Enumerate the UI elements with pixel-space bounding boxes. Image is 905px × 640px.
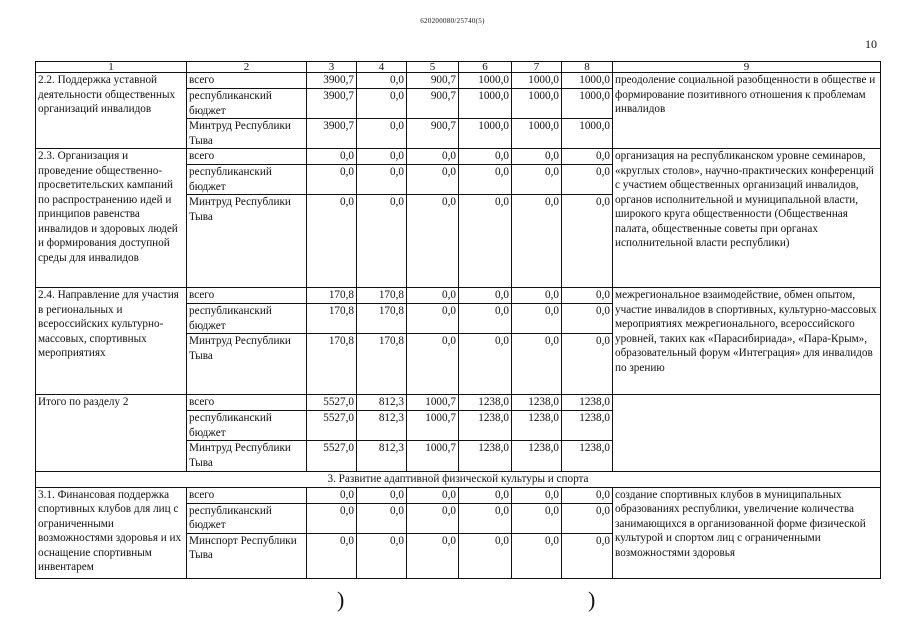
amount-cell: 1238,0 xyxy=(562,411,613,441)
funding-source: Минтруд Республики Тыва xyxy=(187,119,307,149)
amount-cell: 170,8 xyxy=(307,334,357,395)
amount-cell: 0,0 xyxy=(357,89,407,119)
amount-cell: 1238,0 xyxy=(512,441,562,472)
amount-cell: 900,7 xyxy=(407,73,459,89)
amount-cell: 0,0 xyxy=(407,487,459,503)
amount-cell: 0,0 xyxy=(512,149,562,165)
amount-cell: 5527,0 xyxy=(307,441,357,472)
amount-cell: 0,0 xyxy=(562,165,613,195)
activity-title: Итого по разделу 2 xyxy=(36,395,187,472)
amount-cell: 0,0 xyxy=(512,503,562,533)
amount-cell: 0,0 xyxy=(512,195,562,288)
amount-cell: 0,0 xyxy=(357,195,407,288)
table-row xyxy=(36,73,881,89)
funding-source: всего xyxy=(187,487,307,503)
amount-cell: 3900,7 xyxy=(307,89,357,119)
amount-cell: 0,0 xyxy=(512,334,562,395)
amount-cell: 0,0 xyxy=(307,533,357,578)
amount-cell: 1000,0 xyxy=(512,119,562,149)
amount-cell: 900,7 xyxy=(407,119,459,149)
amount-cell: 1000,7 xyxy=(407,441,459,472)
amount-cell: 1000,0 xyxy=(459,73,512,89)
funding-source: всего xyxy=(187,149,307,165)
amount-cell: 0,0 xyxy=(357,503,407,533)
funding-source: республиканский бюджет xyxy=(187,89,307,119)
amount-cell: 1238,0 xyxy=(562,441,613,472)
funding-source: Минтруд Республики Тыва xyxy=(187,441,307,472)
amount-cell: 0,0 xyxy=(307,487,357,503)
amount-cell: 0,0 xyxy=(357,149,407,165)
amount-cell: 1238,0 xyxy=(459,411,512,441)
expected-result: организация на республиканском уровне семинаров, «круглых столов», научно-практических конференций с участием общественных организаций инвалидов, органов исполнительной и муниципальной власти, широкого круга общественности (Общественная палата, общественные советы при органах исполнительной власти республики) xyxy=(613,149,881,288)
amount-cell: 0,0 xyxy=(307,503,357,533)
col-header-4: 4 xyxy=(357,62,407,73)
activity-title: 2.2. Поддержка уставной деятельности общественных организаций инвалидов xyxy=(36,73,187,149)
amount-cell: 0,0 xyxy=(562,533,613,578)
funding-source: республиканский бюджет xyxy=(187,165,307,195)
activity-title: 3.1. Финансовая поддержка спортивных клубов для лиц с ограниченными возможностями здоровья и их оснащение спортивным инвентарем xyxy=(36,487,187,578)
amount-cell: 0,0 xyxy=(459,288,512,304)
amount-cell: 170,8 xyxy=(357,334,407,395)
amount-cell: 1000,0 xyxy=(562,73,613,89)
signature-mark: ) xyxy=(588,587,596,612)
funding-source: республиканский бюджет xyxy=(187,503,307,533)
col-header-5: 5 xyxy=(407,62,459,73)
amount-cell: 0,0 xyxy=(357,73,407,89)
amount-cell: 0,0 xyxy=(562,149,613,165)
amount-cell: 0,0 xyxy=(562,334,613,395)
amount-cell: 0,0 xyxy=(307,149,357,165)
amount-cell: 0,0 xyxy=(562,304,613,334)
funding-source: Минспорт Республики Тыва xyxy=(187,533,307,578)
amount-cell: 1238,0 xyxy=(512,411,562,441)
table-row xyxy=(36,288,881,304)
amount-cell: 0,0 xyxy=(357,487,407,503)
col-header-1: 1 xyxy=(36,62,187,73)
amount-cell: 1000,0 xyxy=(459,119,512,149)
amount-cell: 0,0 xyxy=(459,503,512,533)
amount-cell: 0,0 xyxy=(512,487,562,503)
expected-result: преодоление социальной разобщенности в обществе и формирование позитивного отношения к проблемам инвалидов xyxy=(613,73,881,149)
expected-result: межрегиональное взаимодействие, обмен опытом, участие инвалидов в спортивных, культурно-массовых мероприятиях межрегионального, всероссийского уровней, таких как «Парасибириада», «Пара-Крым», образовательный форум «Интеграция» для инвалидов по зрению xyxy=(613,288,881,395)
document-id: 620200080/25740(5) xyxy=(420,17,485,25)
signature-mark: ) xyxy=(337,587,345,612)
col-header-2: 2 xyxy=(187,62,307,73)
amount-cell: 0,0 xyxy=(459,165,512,195)
amount-cell: 0,0 xyxy=(562,288,613,304)
col-header-9: 9 xyxy=(613,62,881,73)
section-3-row xyxy=(36,472,881,488)
page-number: 10 xyxy=(865,37,877,51)
amount-cell: 0,0 xyxy=(562,503,613,533)
funding-source: Минтруд Республики Тыва xyxy=(187,195,307,288)
amount-cell: 1238,0 xyxy=(459,441,512,472)
amount-cell: 0,0 xyxy=(357,119,407,149)
amount-cell: 170,8 xyxy=(307,304,357,334)
expected-result xyxy=(613,395,881,472)
funding-source: республиканский бюджет xyxy=(187,411,307,441)
amount-cell: 5527,0 xyxy=(307,395,357,411)
amount-cell: 812,3 xyxy=(357,395,407,411)
amount-cell: 5527,0 xyxy=(307,411,357,441)
amount-cell: 0,0 xyxy=(357,165,407,195)
amount-cell: 0,0 xyxy=(512,165,562,195)
amount-cell: 3900,7 xyxy=(307,119,357,149)
amount-cell: 0,0 xyxy=(407,334,459,395)
amount-cell: 0,0 xyxy=(407,165,459,195)
activity-title: 2.4. Направление для участия в региональных и всероссийских культурно-массовых, спортивных мероприятиях xyxy=(36,288,187,395)
table-row xyxy=(36,395,881,411)
amount-cell: 1000,0 xyxy=(512,89,562,119)
amount-cell: 0,0 xyxy=(459,334,512,395)
col-header-3: 3 xyxy=(307,62,357,73)
amount-cell: 0,0 xyxy=(512,533,562,578)
amount-cell: 1000,0 xyxy=(512,73,562,89)
funding-source: республиканский бюджет xyxy=(187,304,307,334)
amount-cell: 1238,0 xyxy=(459,395,512,411)
amount-cell: 0,0 xyxy=(562,195,613,288)
amount-cell: 0,0 xyxy=(407,195,459,288)
amount-cell: 1238,0 xyxy=(562,395,613,411)
expected-result: создание спортивных клубов в муниципальных образованиях республики, увеличение количества занимающихся в организованной форме физической культурой и спортом лиц с ограниченными возможностями здоровья xyxy=(613,487,881,578)
amount-cell: 812,3 xyxy=(357,441,407,472)
funding-source: всего xyxy=(187,73,307,89)
funding-source: всего xyxy=(187,288,307,304)
amount-cell: 812,3 xyxy=(357,411,407,441)
col-header-7: 7 xyxy=(512,62,562,73)
col-header-8: 8 xyxy=(562,62,613,73)
amount-cell: 3900,7 xyxy=(307,73,357,89)
amount-cell: 0,0 xyxy=(407,304,459,334)
amount-cell: 0,0 xyxy=(459,533,512,578)
amount-cell: 0,0 xyxy=(459,149,512,165)
amount-cell: 0,0 xyxy=(459,487,512,503)
col-header-6: 6 xyxy=(459,62,512,73)
amount-cell: 1000,0 xyxy=(562,119,613,149)
header-row xyxy=(36,62,881,73)
amount-cell: 900,7 xyxy=(407,89,459,119)
table-row xyxy=(36,149,881,165)
amount-cell: 0,0 xyxy=(512,304,562,334)
amount-cell: 0,0 xyxy=(307,195,357,288)
table-row xyxy=(36,487,881,503)
amount-cell: 1238,0 xyxy=(512,395,562,411)
amount-cell: 0,0 xyxy=(407,149,459,165)
amount-cell: 170,8 xyxy=(357,304,407,334)
funding-source: всего xyxy=(187,395,307,411)
amount-cell: 0,0 xyxy=(357,533,407,578)
amount-cell: 0,0 xyxy=(459,304,512,334)
program-table xyxy=(35,61,881,579)
amount-cell: 0,0 xyxy=(407,503,459,533)
amount-cell: 170,8 xyxy=(307,288,357,304)
amount-cell: 1000,7 xyxy=(407,395,459,411)
activity-title: 2.3. Организация и проведение общественно-просветительских кампаний по распространению идей и принципов равенства инвалидов и здоровых людей и формирования доступной среды для инвалидов xyxy=(36,149,187,288)
amount-cell: 0,0 xyxy=(512,288,562,304)
amount-cell: 0,0 xyxy=(562,487,613,503)
amount-cell: 1000,0 xyxy=(459,89,512,119)
section-3-title: 3. Развитие адаптивной физической культуры и спорта xyxy=(36,472,881,488)
funding-source: Минтруд Республики Тыва xyxy=(187,334,307,395)
amount-cell: 0,0 xyxy=(459,195,512,288)
amount-cell: 0,0 xyxy=(307,165,357,195)
amount-cell: 1000,7 xyxy=(407,411,459,441)
amount-cell: 0,0 xyxy=(407,288,459,304)
amount-cell: 170,8 xyxy=(357,288,407,304)
amount-cell: 0,0 xyxy=(407,533,459,578)
amount-cell: 1000,0 xyxy=(562,89,613,119)
